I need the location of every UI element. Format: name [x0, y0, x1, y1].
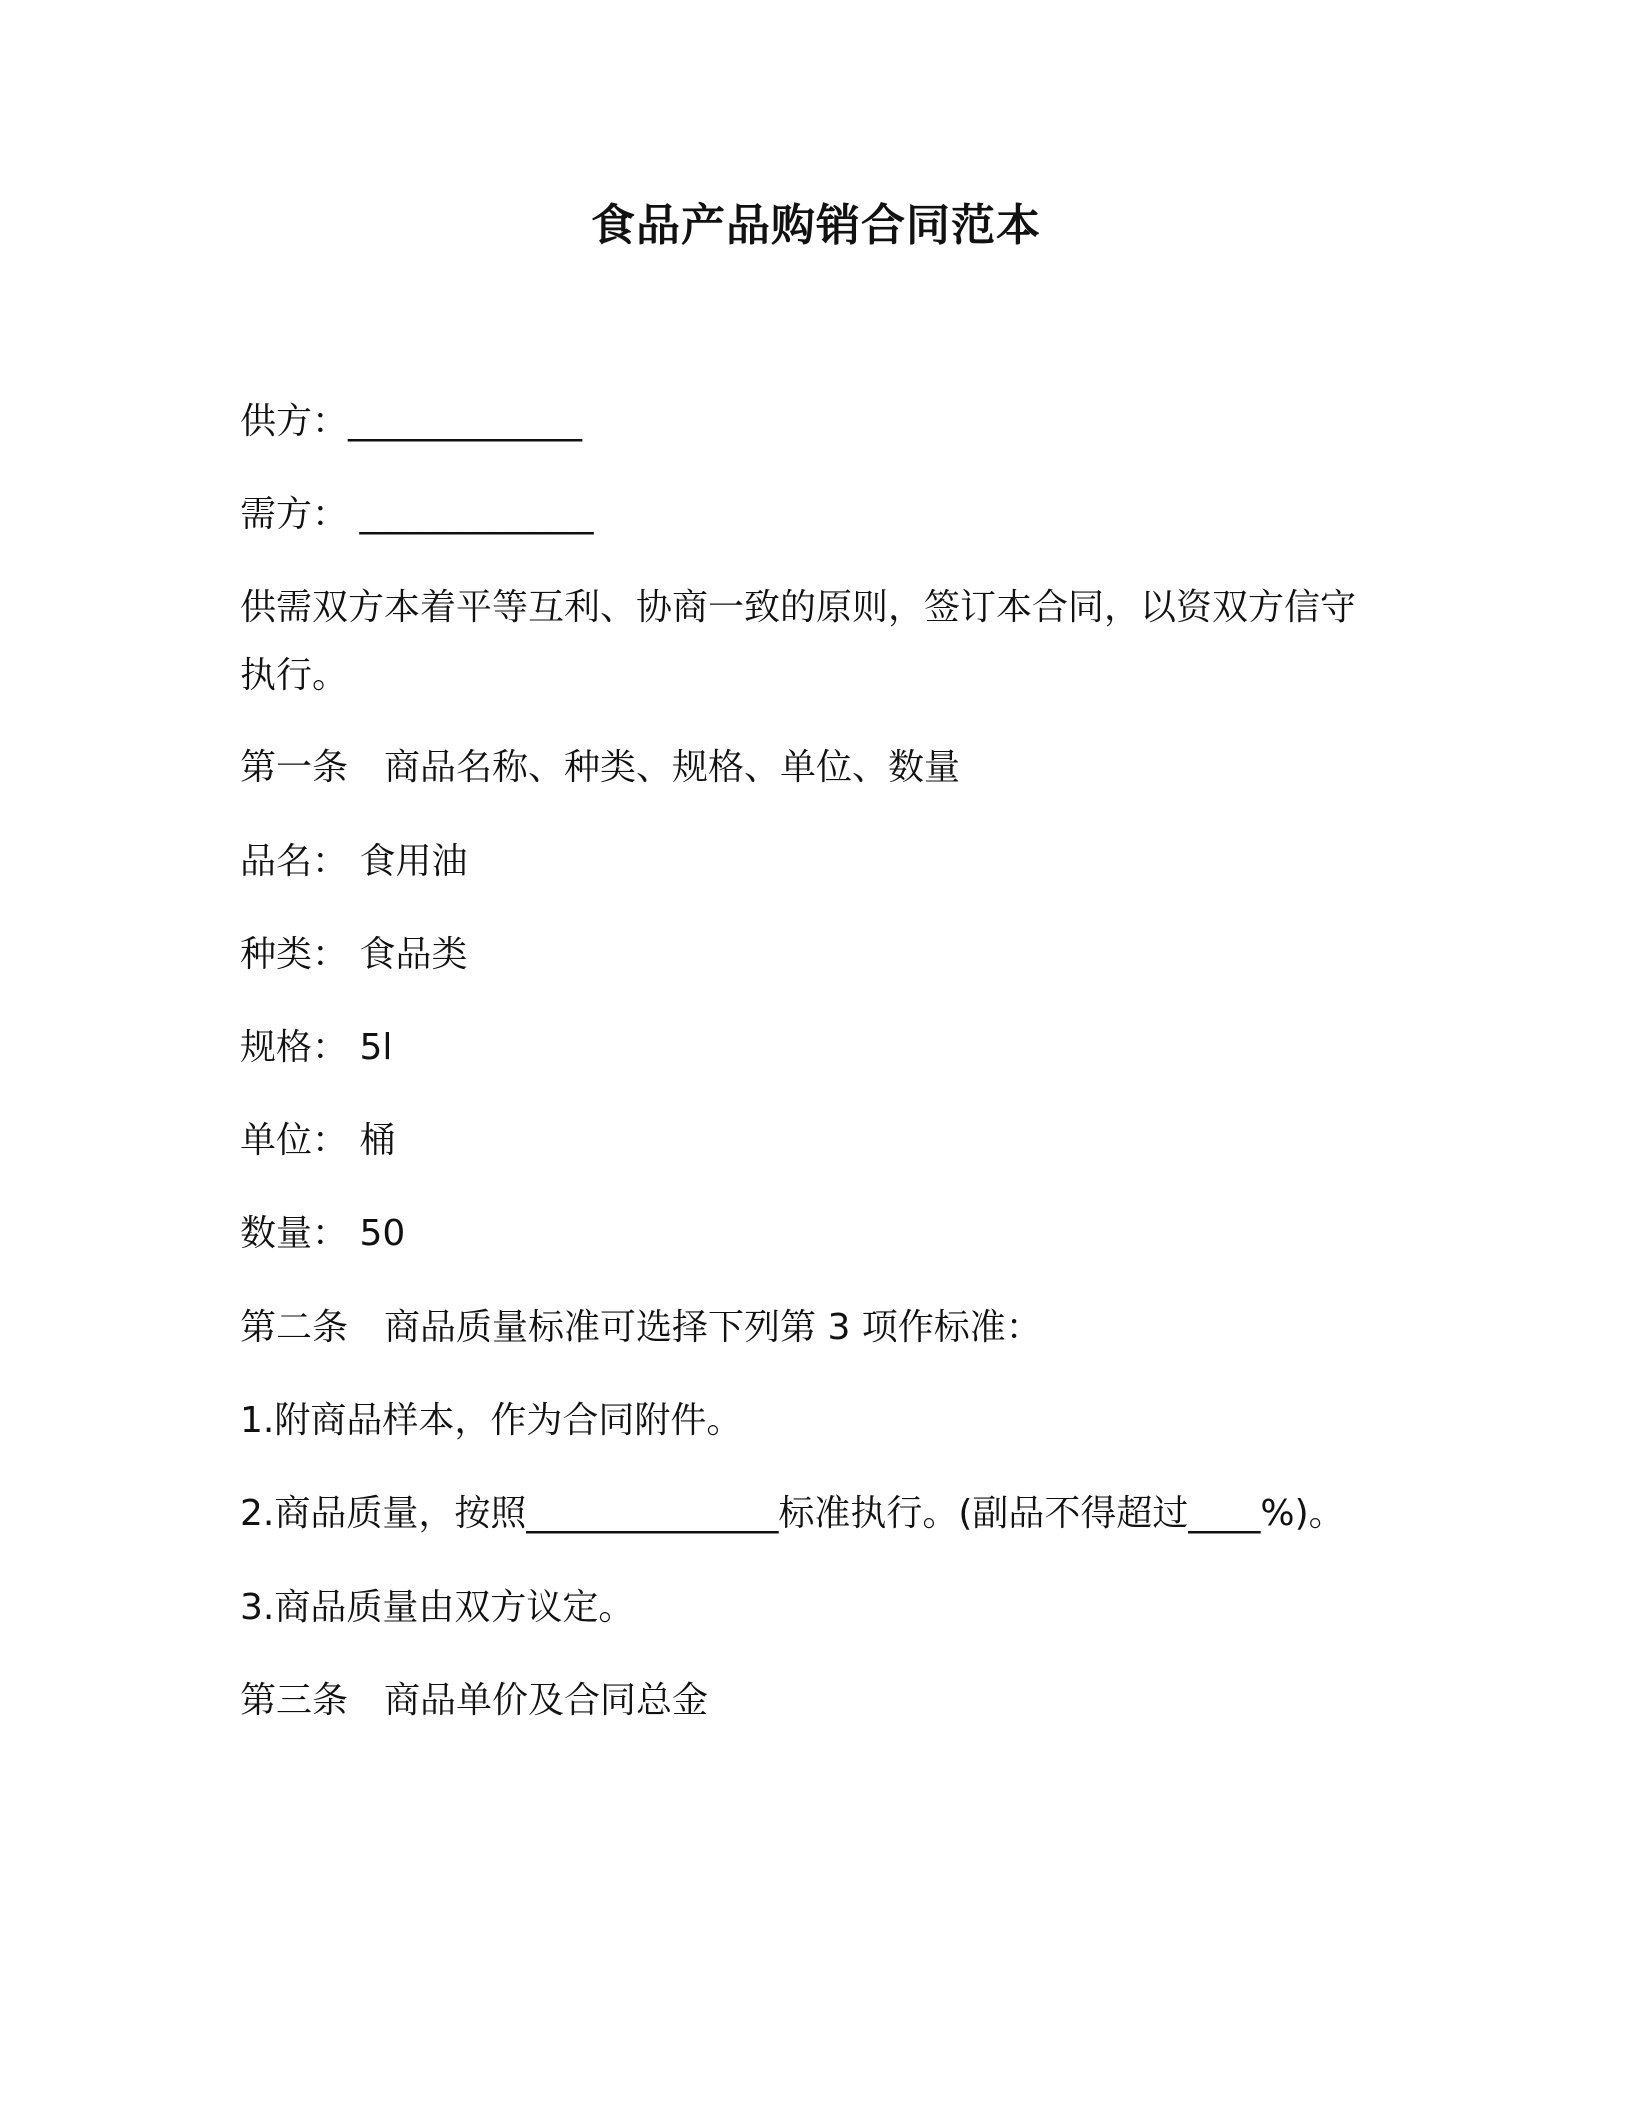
intro-paragraph: 供需双方本着平等互利、协商一致的原则，签订本合同，以资双方信守执行。: [240, 587, 1357, 696]
document-title: 食品产品购销合同范本: [591, 200, 1041, 251]
product-name-line: 品名： 食用油: [240, 841, 468, 882]
unit-line: 单位： 桶: [240, 1120, 396, 1161]
category-line: 种类： 食品类: [240, 934, 468, 975]
supplier-line: 供方：_____________: [240, 401, 583, 442]
article-1-heading: 第一条 商品名称、种类、规格、单位、数量: [240, 747, 961, 788]
quality-option-2: 2.商品质量，按照______________标准执行。(副品不得超过____%)。: [240, 1493, 1345, 1534]
quality-option-3: 3.商品质量由双方议定。: [240, 1587, 635, 1628]
buyer-line: 需方： _____________: [240, 494, 594, 535]
quantity-line: 数量： 50: [240, 1213, 406, 1254]
article-3-heading: 第三条 商品单价及合同总金: [240, 1680, 709, 1721]
article-2-heading: 第二条 商品质量标准可选择下列第 3 项作标准：: [240, 1307, 1042, 1348]
quality-option-1: 1.附商品样本，作为合同附件。: [240, 1400, 743, 1441]
specification-line: 规格： 5l: [240, 1027, 393, 1068]
